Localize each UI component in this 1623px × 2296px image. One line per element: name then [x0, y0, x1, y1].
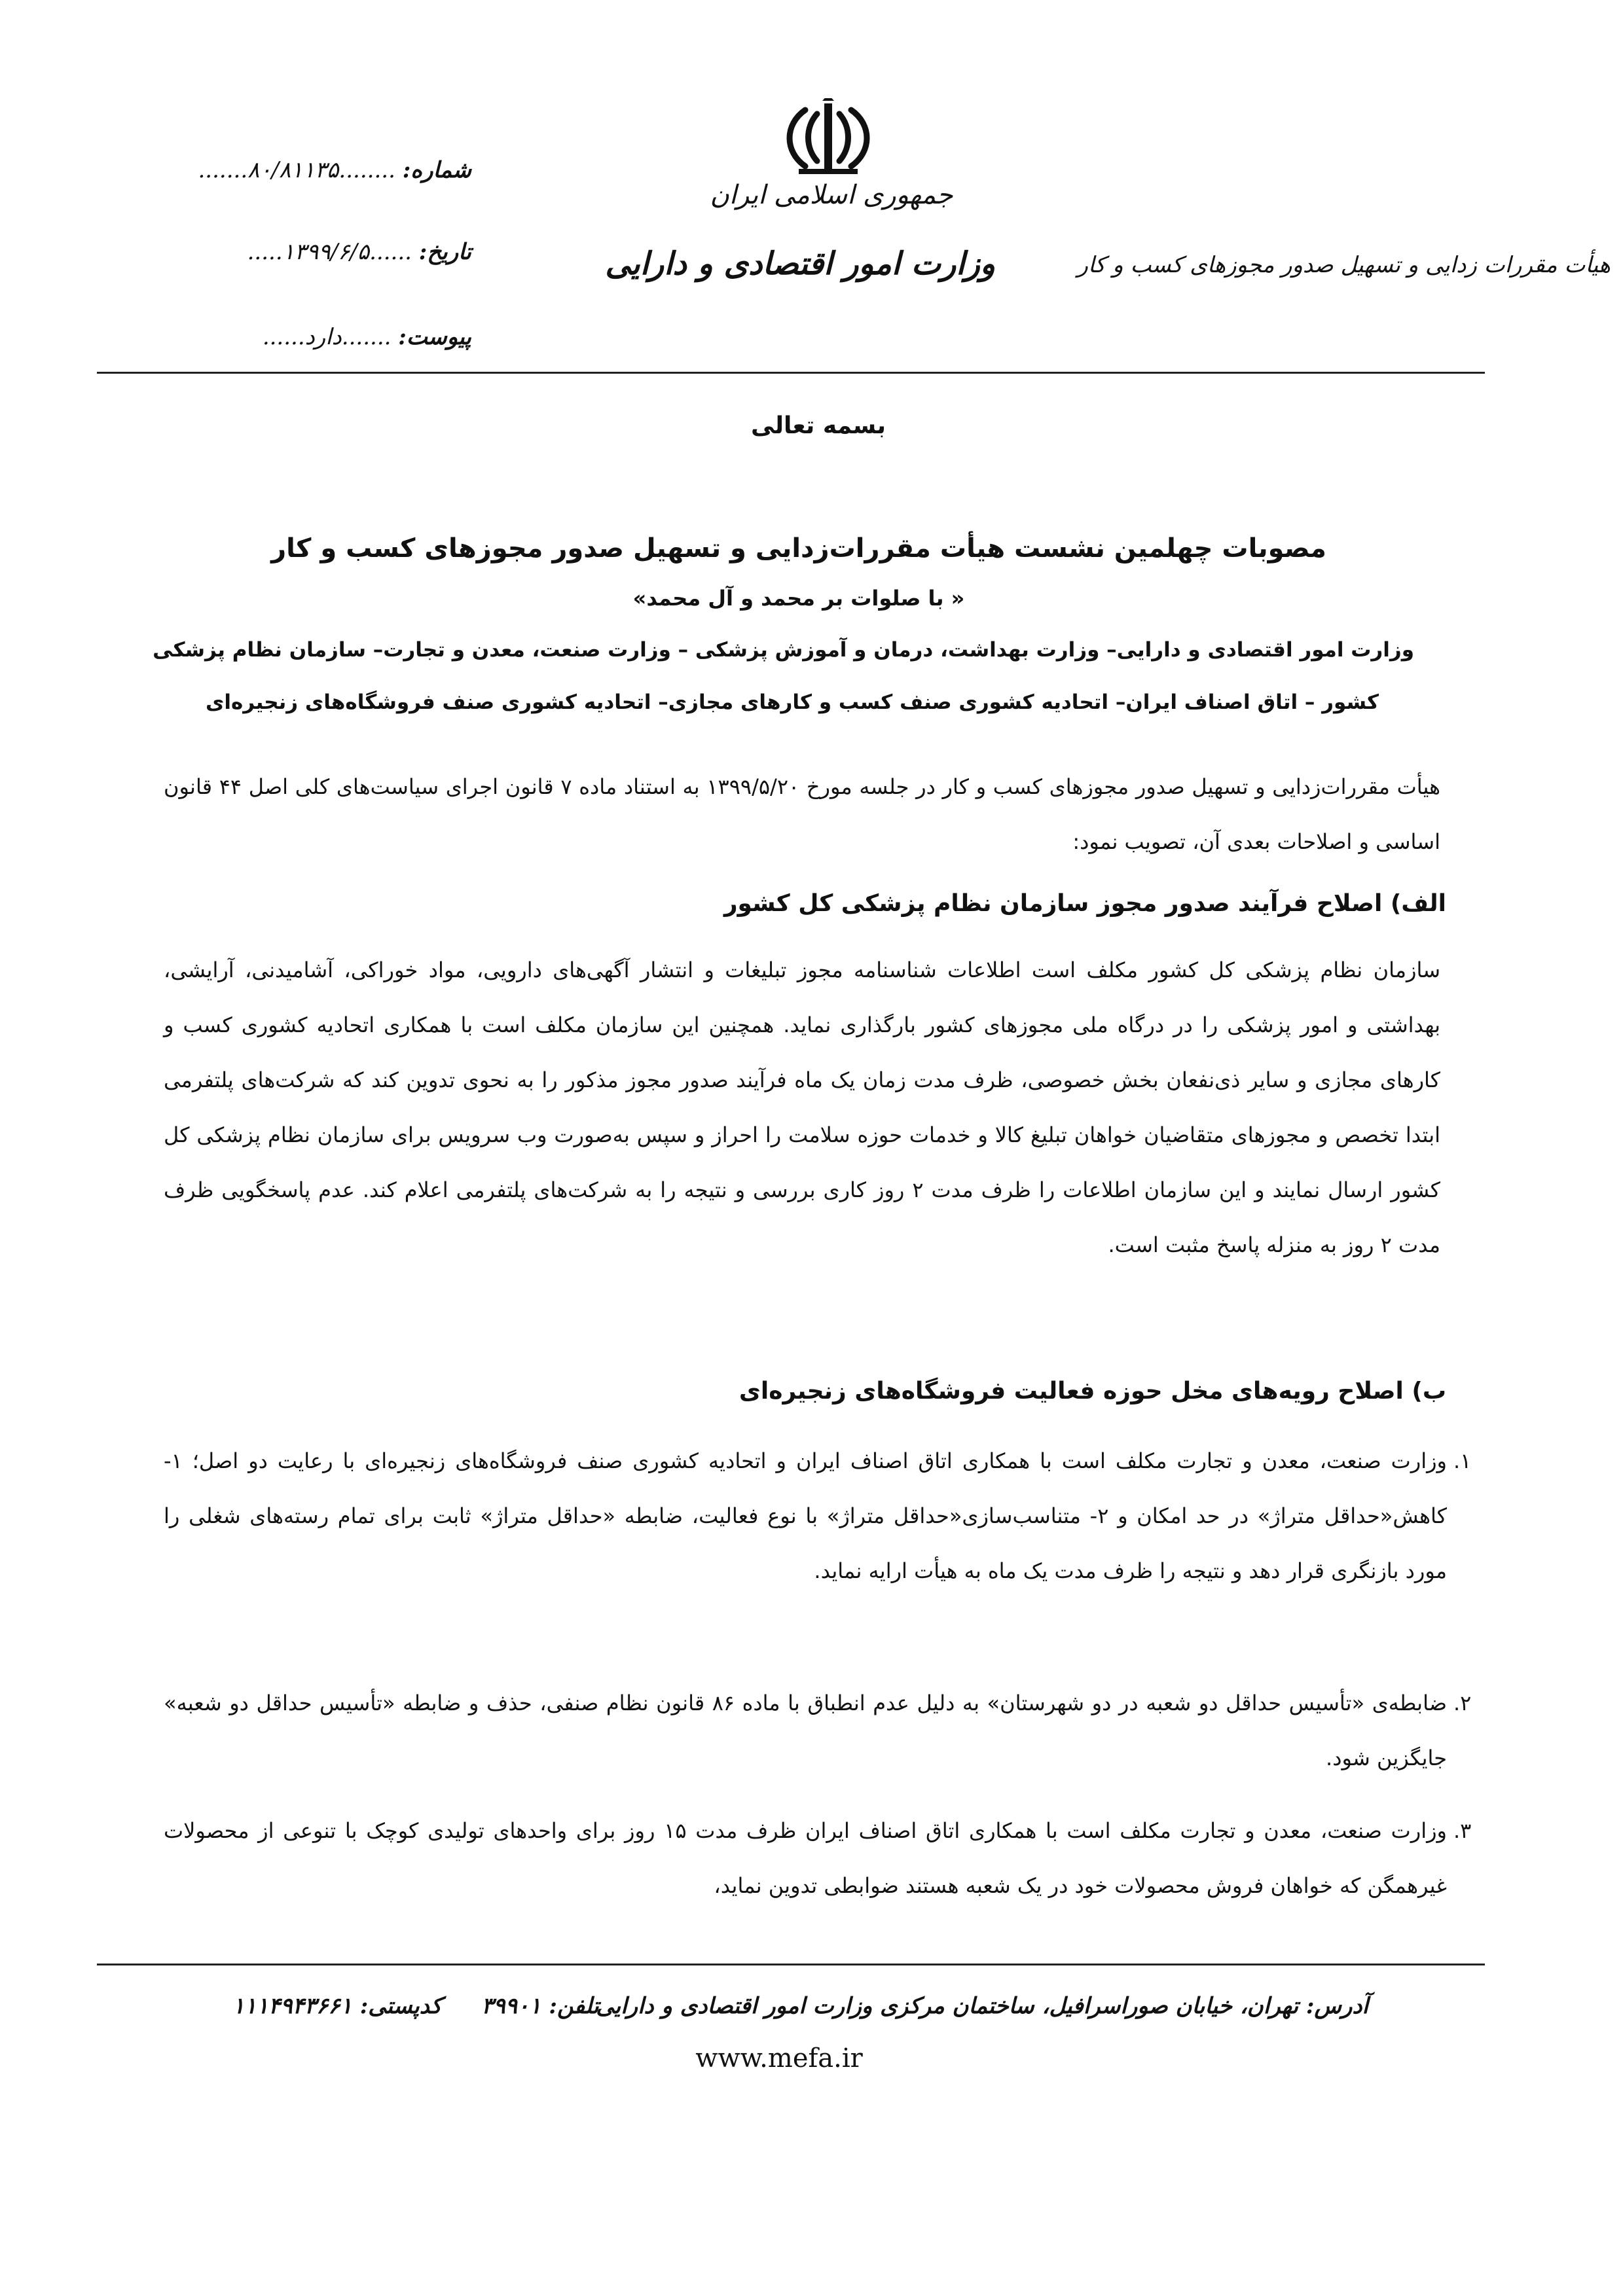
org-name: جمهوری اسلامی ایران [710, 180, 953, 210]
list-item [164, 1803, 1472, 1913]
letter-date-label: تاریخ: [418, 239, 471, 265]
letter-attachment-label: پیوست: [398, 324, 471, 350]
footer-website-link[interactable]: www.mefa.ir [695, 2043, 863, 2073]
list-item-number: ۳. [1453, 1818, 1472, 1843]
letter-date-value: ......۱۳۹۹/۶/۵..... [247, 239, 412, 265]
list-item [164, 1433, 1472, 1598]
list-item [164, 1676, 1472, 1785]
footer-divider [97, 1964, 1485, 1965]
addressees-line-1: وزارت امور اقتصادی و دارایی– وزارت بهداشت، درمان و آموزش پزشکی – وزارت صنعت، معدن و تجارت– سازمان نظام پزشکی [153, 638, 1414, 662]
list-item-number: ۲. [1453, 1691, 1472, 1715]
salutation: « با صلوات بر محمد و آل محمد» [632, 586, 965, 611]
basmala: بسمه تعالی [751, 412, 886, 439]
list-item-text: وزارت صنعت، معدن و تجارت مکلف است با همکاری اتاق اصناف ایران ظرف مدت ۱۵ روز برای واحدهای تولیدی کوچک با تنوعی از محصولات غیرهمگن که خواهان فروش محصولات خود در یک شعبه هستند ضوابطی تدوین نماید، [164, 1818, 1448, 1898]
department-name: هیأت مقررات زدایی و تسهیل صدور مجوزهای کسب و کار [1077, 252, 1611, 278]
footer-phone: تلفن: ۳۹۹۰۱ [481, 1993, 599, 2019]
letter-attachment-value: .......دارد...... [262, 324, 392, 350]
section-a-paragraph: سازمان نظام پزشکی کل کشور مکلف است اطلاعات شناسنامه مجوز تبلیغات و انتشار آگهی‌های دارویی، مواد خوراکی، آشامیدنی، آرایشی، بهداشتی و امور پزشکی را در درگاه ملی مجوزهای کشور بارگذاری نماید. همچنین این سازمان مکلف است با همکاری اتحادیه کشوری کسب و کارهای مجازی و سایر ذی‌نفعان بخش خصوصی، ظرف مدت زمان یک ماه فرآیند صدور مجوز مذکور را به نحوی تدوین کند که شرکت‌های پلتفرمی ابتدا تخصص و مجوزهای متقاضیان خواهان تبلیغ کالا و خدمات حوزه سلامت را احراز و سپس به‌صورت وب سرویس برای سازمان نظام پزشکی کل کشور ارسال نمایند و این سازمان اطلاعات را ظرف مدت ۲ روز کاری بررسی و نتیجه را به شرکت‌های پلتفرمی اعلام کند. عدم پاسخگویی ظرف مدت ۲ روز به منزله پاسخ مثبت است. [164, 958, 1441, 1257]
intro-paragraph: هیأت مقررات‌زدایی و تسهیل صدور مجوزهای کسب و کار در جلسه مورخ ۱۳۹۹/۵/۲۰ به استناد ماده ۷ قانون اجرای سیاست‌های کلی اصل ۴۴ قانون اساسی و اصلاحات بعدی آن، تصویب نمود: [164, 774, 1441, 854]
list-item-text: ضابطه‌ی «تأسیس حداقل دو شعبه در دو شهرستان» به دلیل عدم انطباق با ماده ۸۶ قانون نظام صنفی، حذف و ضابطه «تأسیس حداقل دو شعبه» جایگزین شود. [164, 1691, 1448, 1770]
addressees-line-2: کشور – اتاق اصناف ایران– اتحادیه کشوری صنف کسب و کارهای مجازی– اتحادیه کشوری صنف فروشگاه‌های زنجیره‌ای [205, 691, 1379, 714]
ministry-name: وزارت امور اقتصادی و دارایی [605, 245, 995, 282]
letter-number-label: شماره: [402, 157, 471, 183]
letter-number-value: ........۸۰/۸۱۱۳۵....... [198, 157, 395, 183]
footer-postal-code: کدپستی: ۱۱۱۴۹۴۳۶۶۱ [232, 1993, 442, 2019]
letter-date [131, 239, 471, 265]
letter-number [131, 157, 471, 183]
iran-emblem-icon [779, 98, 877, 177]
list-item-number: ۱. [1453, 1448, 1472, 1473]
section-b-heading: ب) اصلاح رویه‌های مخل حوزه فعالیت فروشگاه‌های زنجیره‌ای [739, 1378, 1446, 1405]
list-item-text: وزارت صنعت، معدن و تجارت مکلف است با همکاری اتاق اصناف ایران و اتحادیه کشوری صنف فروشگاه‌های زنجیره‌ای با رعایت دو اصل؛ ۱- کاهش«حداقل متراژ» در حد امکان و ۲- متناسب‌سازی«حداقل متراژ» با نوع فعالیت، ضابطه «حداقل متراژ» ثابت برای تمام رسته‌های شغلی را مورد بازنگری قرار دهد و نتیجه را ظرف مدت یک ماه به هیأت ارایه نماید. [164, 1448, 1448, 1583]
footer-address: آدرس: تهران، خیابان صوراسرافیل، ساختمان مرکزی وزارت امور اقتصادی و دارایی [596, 1993, 1368, 2019]
section-a-heading: الف) اصلاح فرآیند صدور مجوز سازمان نظام پزشکی کل کشور [723, 890, 1446, 917]
resolution-title: مصوبات چهلمین نشست هیأت مقررات‌زدایی و تسهیل صدور مجوزهای کسب و کار [271, 533, 1326, 564]
letter-attachment [131, 324, 471, 350]
header-divider [97, 372, 1485, 374]
